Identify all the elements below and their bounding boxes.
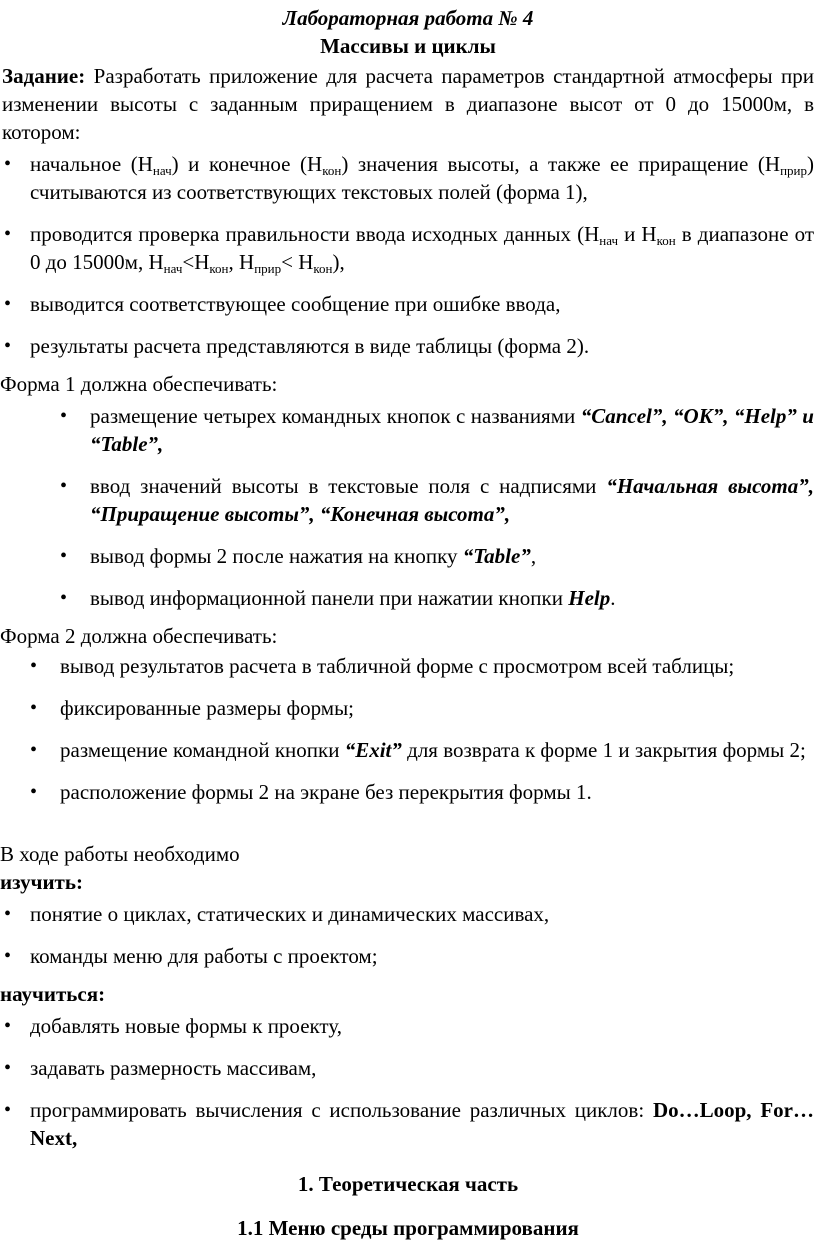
task-text: Разработать приложение для расчета параметров стандартной атмосферы при изменении высоты с заданным приращением в диапазоне высот от 0 до 15000м, в котором: [2,64,814,144]
study-list [0,900,816,970]
list-item: • фиксированные размеры формы; [30,696,355,720]
doc-title: Лабораторная работа № 4 [282,6,534,30]
bullet-icon: • [4,1057,12,1079]
bullet-icon: • [30,655,38,677]
list-item: • выводится соответствующее сообщение при ошибке ввода, [4,292,561,316]
doc-subtitle: Массивы и циклы [320,34,496,58]
task-list [0,150,816,360]
list-item: • начальное $(H_{нач})$ и конечное $(H_{кон})$ значения высоты, а также ее приращение $(H_{прир})$ считываются из соответствующих текстовых полей (форма 1), [4,152,814,204]
list-item: • вывод результатов расчета в табличной форме с просмотром всей таблицы; [30,654,735,678]
bullet-icon: • [60,587,68,609]
bullet-icon: • [4,1015,12,1037]
task-paragraph [0,62,816,146]
bullet-icon: • [4,1099,12,1121]
list-item: • задавать размерность массивам, [4,1056,317,1080]
list-item: • результаты расчета представляются в виде таблицы (форма 2). [4,334,590,358]
bullet-icon: • [4,293,12,315]
list-item: • добавлять новые формы к проекту, [4,1014,342,1038]
list-item: • понятие о циклах, статических и динамических массивах, [4,902,550,926]
list-item: • вывод формы 2 после нажатия на кнопку “Table”, [60,544,537,568]
bullet-icon: • [4,223,12,245]
bullet-icon: • [60,545,68,567]
form2-heading: Форма 2 должна обеспечивать: [0,624,278,648]
study-label: изучить: [0,870,83,894]
form1-heading: Форма 1 должна обеспечивать: [0,372,278,396]
bullet-icon: • [4,153,12,175]
learn-label: научиться: [0,982,106,1006]
bullet-icon: • [60,475,68,497]
bullet-icon: • [60,405,68,427]
list-item: • размещение командной кнопки “Exit” для возврата к форме 1 и закрытия формы 2; [30,738,806,762]
form2-list [0,652,816,806]
bullet-icon: • [30,739,38,761]
list-item: • размещение четырех командных кнопок с названиями “Cancel”, “OK”, “Help” и “Table”, [60,404,814,456]
bullet-icon: • [4,335,12,357]
list-item: • программировать вычисления с использование различных циклов: Do…Loop, For… Next, [4,1098,814,1150]
bullet-icon: • [4,945,12,967]
section-heading: 1. Теоретическая часть [297,1172,519,1196]
list-item: • проводится проверка правильности ввода исходных данных ($H_{нач}$ и $H_{кон}$ в диапазоне от 0 до 15000м, $H_{нач}<H_{кон}$, $H_{прир}< H_{кон}$), [4,222,814,276]
list-item: • команды меню для работы с проектом; [4,944,378,968]
list-item: • расположение формы 2 на экране без перекрытия формы 1. [30,780,592,804]
list-item: • ввод значений высоты в текстовые поля с надписями “Начальная высота”, “Приращение высоты”, “Конечная высота”, [60,474,814,526]
task-label: Задание: [2,64,86,88]
list-item: • вывод информационной панели при нажатии кнопки Help. [60,586,616,610]
subsection-heading: 1.1 Меню среды программирования [237,1216,579,1240]
bullet-icon: • [30,781,38,803]
form1-list [0,402,816,612]
learn-list [0,1012,816,1152]
bullet-icon: • [30,697,38,719]
work-intro: В ходе работы необходимо [0,842,240,866]
bullet-icon: • [4,903,12,925]
